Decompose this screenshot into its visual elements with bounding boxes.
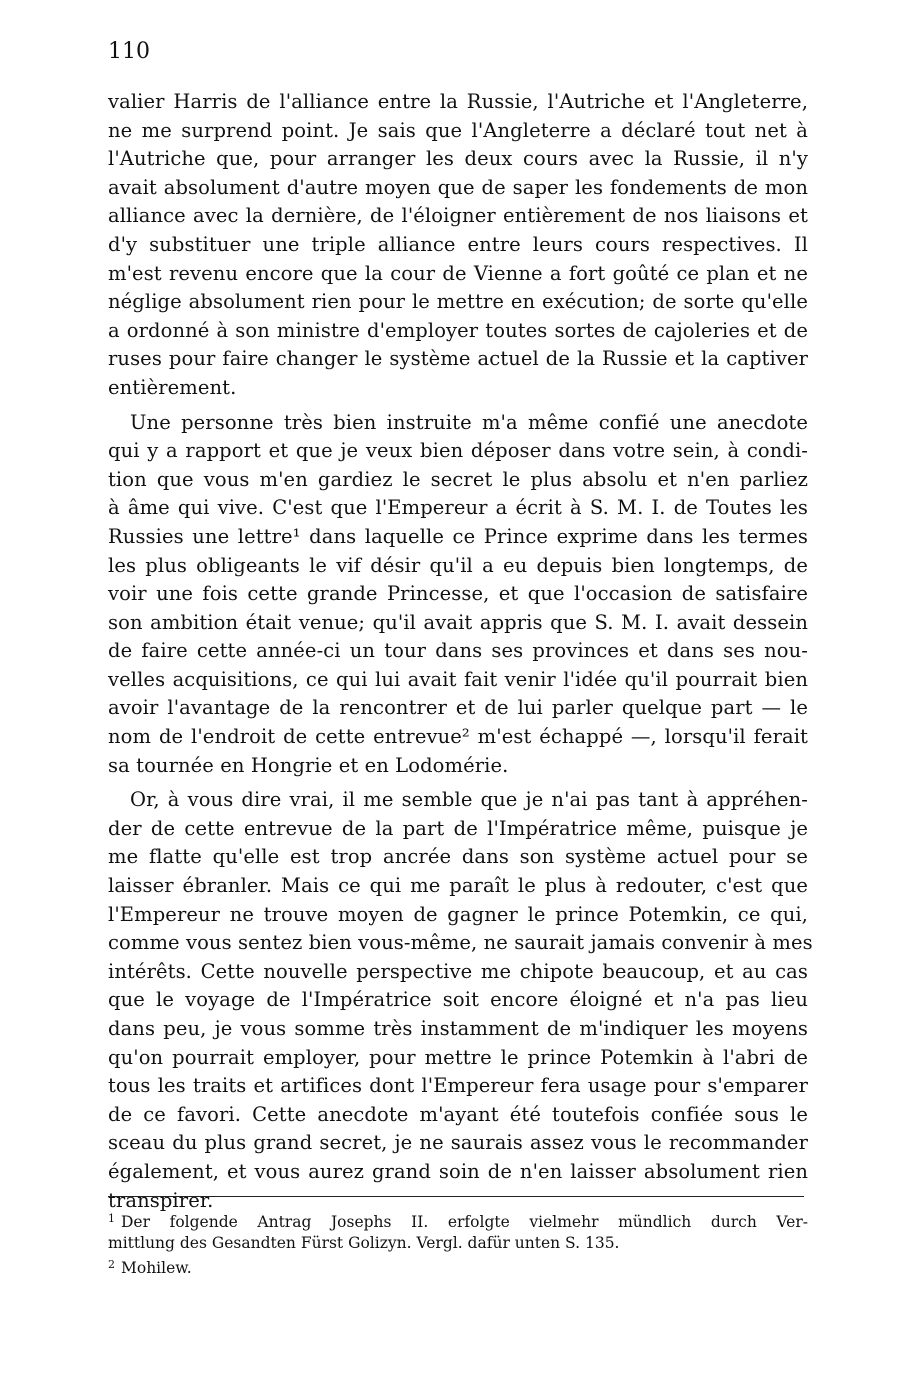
text-line: comme vous sentez bien vous-même, ne saurait jamais convenir à mes xyxy=(108,931,813,955)
text-line: alliance avec la dernière, de l'éloigner entièrement de nos liaisons et xyxy=(108,204,808,228)
paragraph-3 xyxy=(108,786,813,1215)
text-line: velles acquisitions, ce qui lui avait fait venir l'idée qu'il pourrait bien xyxy=(108,667,808,691)
footnote-text: mittlung des Gesandten Fürst Golizyn. Vergl. dafür unten S. 135. xyxy=(108,1234,620,1252)
footnote-marker: 2 xyxy=(108,1258,115,1271)
footnote-text: Der folgende Antrag Josephs II. erfolgte vielmehr mündlich durch Ver- xyxy=(121,1213,808,1231)
text-line: nom de l'endroit de cette entrevue² m'est échappé —, lorsqu'il ferait xyxy=(108,725,808,749)
text-line: à âme qui vive. C'est que l'Empereur a écrit à S. M. I. de Toutes les xyxy=(108,496,808,520)
text-line: laisser ébranler. Mais ce qui me paraît le plus à redouter, c'est que xyxy=(108,874,808,898)
body-text xyxy=(108,88,813,1221)
footnote-separator xyxy=(108,1196,804,1197)
text-line: qui y a rapport et que je veux bien déposer dans votre sein, à condi- xyxy=(108,439,808,463)
text-line: avoir l'avantage de la rencontrer et de lui parler quelque part — le xyxy=(108,696,808,720)
text-line: qu'on pourrait employer, pour mettre le prince Potemkin à l'abri de xyxy=(108,1045,808,1069)
footnote-text: Mohilew. xyxy=(121,1259,192,1277)
text-line: intérêts. Cette nouvelle perspective me chipote beaucoup, et au cas xyxy=(108,959,808,983)
footnotes xyxy=(108,1208,808,1279)
text-line: néglige absolument rien pour le mettre en exécution; de sorte qu'elle xyxy=(108,290,808,314)
text-line: d'y substituer une triple alliance entre leurs cours respectives. Il xyxy=(108,232,808,256)
text-line: der de cette entrevue de la part de l'Impératrice même, puisque je xyxy=(108,816,808,840)
paragraph-1 xyxy=(108,88,808,403)
text-line: les plus obligeants le vif désir qu'il a eu depuis bien longtemps, de xyxy=(108,553,808,577)
footnote-1 xyxy=(108,1208,808,1254)
text-line: de faire cette année-ci un tour dans ses provinces et dans ses nou- xyxy=(108,639,808,663)
paragraph-2 xyxy=(108,409,808,781)
text-line: sceau du plus grand secret, je ne saurais assez vous le recommander xyxy=(108,1131,808,1155)
text-line: transpirer. xyxy=(108,1188,214,1212)
text-line: Russies une lettre¹ dans laquelle ce Prince exprime dans les termes xyxy=(108,524,808,548)
text-line: que le voyage de l'Impératrice soit encore éloigné et n'a pas lieu xyxy=(108,988,808,1012)
text-line: Or, à vous dire vrai, il me semble que je n'ai pas tant à appréhen- xyxy=(130,788,808,812)
text-line: Une personne très bien instruite m'a même confié une anecdote xyxy=(130,410,808,434)
text-line: l'Empereur ne trouve moyen de gagner le prince Potemkin, ce qui, xyxy=(108,902,808,926)
text-line: a ordonné à son ministre d'employer toutes sortes de cajoleries et de xyxy=(108,318,808,342)
text-line: son ambition était venue; qu'il avait appris que S. M. I. avait dessein xyxy=(108,610,808,634)
text-line: l'Autriche que, pour arranger les deux cours avec la Russie, il n'y xyxy=(108,147,808,171)
footnote-marker: 1 xyxy=(108,1212,115,1225)
text-line: dans peu, je vous somme très instamment de m'indiquer les moyens xyxy=(108,1017,808,1040)
text-line: ruses pour faire changer le système actuel de la Russie et la captiver xyxy=(108,347,808,371)
text-line: sa tournée en Hongrie et en Lodomérie. xyxy=(108,753,509,777)
text-line: tion que vous m'en gardiez le secret le plus absolu et n'en parliez xyxy=(108,467,808,491)
text-line: voir une fois cette grande Princesse, et que l'occasion de satisfaire xyxy=(108,582,808,606)
text-line: également, et vous aurez grand soin de n'en laisser absolument rien xyxy=(108,1159,808,1183)
text-line: m'est revenu encore que la cour de Vienne a fort goûté ce plan et ne xyxy=(108,261,808,285)
text-line: valier Harris de l'alliance entre la Russie, l'Autriche et l'Angleterre, xyxy=(108,90,808,113)
text-line: avait absolument d'autre moyen que de saper les fondements de mon xyxy=(108,175,808,199)
page-number: 110 xyxy=(108,39,150,64)
text-line: tous les traits et artifices dont l'Empereur fera usage pour s'emparer xyxy=(108,1074,808,1098)
text-line: entièrement. xyxy=(108,375,237,399)
text-line: de ce favori. Cette anecdote m'ayant été toutefois confiée sous le xyxy=(108,1102,808,1126)
text-line: me flatte qu'elle est trop ancrée dans son système actuel pour se xyxy=(108,845,808,869)
text-line: ne me surprend point. Je sais que l'Angleterre a déclaré tout net à xyxy=(108,118,808,142)
footnote-2 xyxy=(108,1254,808,1279)
